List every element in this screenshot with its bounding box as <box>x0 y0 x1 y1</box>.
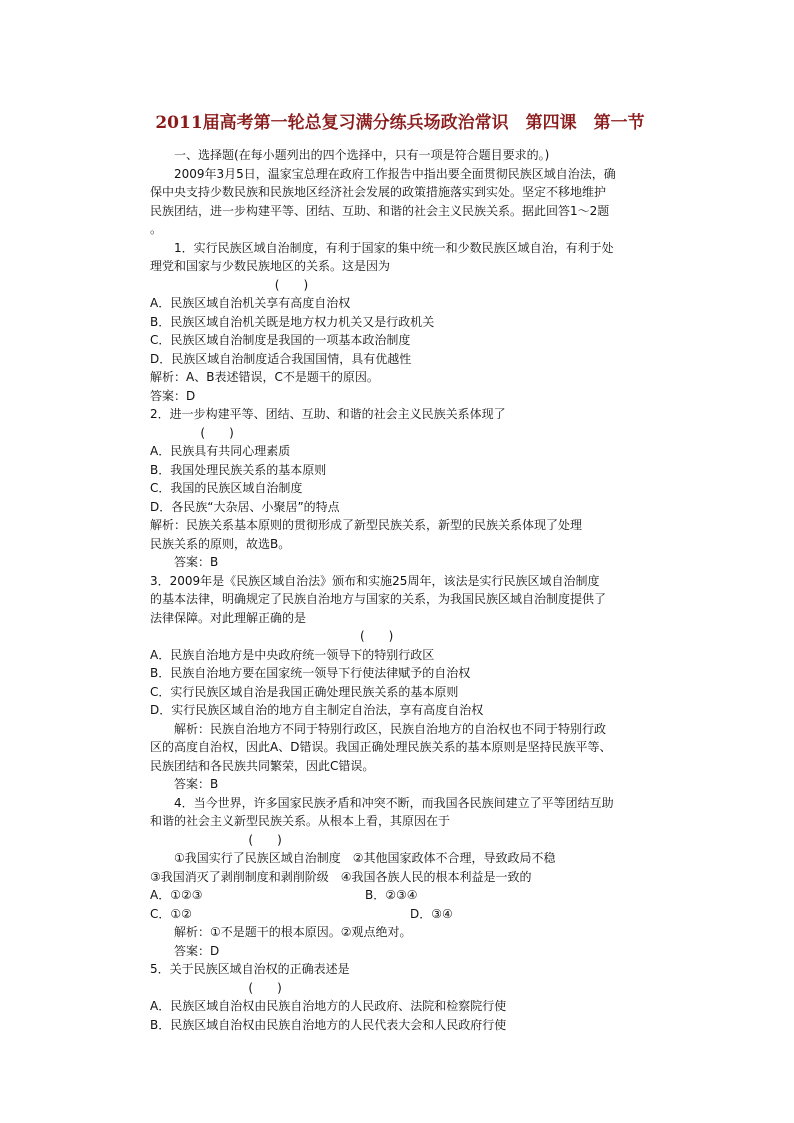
question-4-stem: 4．当今世界，许多国家民族矛盾和冲突不断，而我国各民族间建立了平等团结互助 <box>174 795 614 810</box>
answer: 答案：B <box>174 777 219 791</box>
document-body <box>150 146 650 1034</box>
option: A．民族区域自治权由民族自治地方的人民政府、法院和检察院行使 <box>150 999 507 1013</box>
option: C．我国的民族区域自治制度 <box>150 481 303 495</box>
question-3-stem: 法律保障。对此理解正确的是 <box>150 610 307 625</box>
analysis: 民族团结和各民族共同繁荣，因此C错误。 <box>150 758 375 773</box>
option: B．民族区域自治机关既是地方权力机关又是行政机关 <box>150 314 435 329</box>
option: A．①②③ <box>150 888 203 902</box>
option: C．民族区域自治制度是我国的一项基本政治制度 <box>150 333 411 347</box>
option: B．我国处理民族关系的基本原则 <box>150 462 327 477</box>
option: D．实行民族区域自治的地方自主制定自治法，享有高度自治权 <box>150 703 484 717</box>
analysis: 区的高度自治权，因此A、D错误。我国正确处理民族关系的基本原则是坚持民族平等、 <box>150 740 612 754</box>
answer-blank: ( ) <box>248 980 282 995</box>
option-row <box>150 886 650 905</box>
answer: 答案：B <box>174 555 219 569</box>
option: A．民族区域自治机关享有高度自治权 <box>150 296 351 310</box>
intro-line: 保中央支持少数民族和民族地区经济社会发展的政策措施落实到实处。坚定不移地维护 <box>150 185 607 199</box>
statement-items: ③我国消灭了剥削制度和剥削阶级 ④我国各族人民的根本利益是一致的 <box>150 869 532 884</box>
option: D．各民族“大杂居、小聚居”的特点 <box>150 499 340 514</box>
answer: 答案：D <box>150 388 196 403</box>
question-3-stem: 3．2009年是《民族区域自治法》颁布和实施25周年，该法是实行民族区域自治制度 <box>150 573 600 588</box>
answer-blank: ( ) <box>200 425 234 440</box>
option: A．民族自治地方是中央政府统一领导下的特别行政区 <box>150 647 435 662</box>
document-title: 2011届高考第一轮总复习满分练兵场政治常识 第四课 第一节 <box>155 113 645 133</box>
answer: 答案：D <box>174 943 220 958</box>
analysis: 民族关系的原则，故选B。 <box>150 536 291 551</box>
answer-blank: ( ) <box>248 832 282 847</box>
answer-blank: ( ) <box>360 629 394 643</box>
analysis: 解析：①不是题干的根本原因。②观点绝对。 <box>174 925 412 939</box>
intro-line: 民族团结，进一步构建平等、团结、互助、和谐的社会主义民族关系。据此回答1～2题 <box>150 203 610 218</box>
intro-line: 2009年3月5日，温家宝总理在政府工作报告中指出要全面贯彻民族区域自治法，确 <box>174 166 616 181</box>
analysis: 解析：A、B表述错误，C不是题干的原因。 <box>150 370 379 384</box>
option: C．①② <box>150 906 192 921</box>
section-heading: 一、选择题(在每小题列出的四个选择中，只有一项是符合题目要求的。) <box>174 148 550 162</box>
question-3-stem: 的基本法律，明确规定了民族自治地方与国家的关系，为我国民族区域自治制度提供了 <box>150 592 607 606</box>
question-5-stem: 5．关于民族区域自治权的正确表述是 <box>150 962 350 976</box>
analysis: 解析：民族自治地方不同于特别行政区，民族自治地方的自治权也不同于特别行政 <box>174 721 607 736</box>
question-1-stem: 1．实行民族区域自治制度，有利于国家的集中统一和少数民族区域自治，有利于处 <box>174 240 614 255</box>
option: B．民族自治地方要在国家统一领导下行使法律赋予的自治权 <box>150 666 471 680</box>
question-4-stem: 和谐的社会主义新型民族关系。从根本上看，其原因在于 <box>150 814 451 828</box>
intro-line: 。 <box>150 222 163 236</box>
statement-items: ①我国实行了民族区域自治制度 ②其他国家政体不合理，导致政局不稳 <box>174 851 556 865</box>
answer-blank: ( ) <box>274 277 309 292</box>
option: D．③④ <box>410 906 453 921</box>
option: B．民族区域自治权由民族自治地方的人民代表大会和人民政府行使 <box>150 1017 507 1032</box>
option: B．②③④ <box>365 888 418 902</box>
analysis: 解析：民族关系基本原则的贯彻形成了新型民族关系，新型的民族关系体现了处理 <box>150 518 583 532</box>
option-row <box>150 905 650 924</box>
option: C．实行民族区域自治是我国正确处理民族关系的基本原则 <box>150 684 459 699</box>
option: D．民族区域自治制度适合我国国情，具有优越性 <box>150 351 412 366</box>
question-2-stem: 2．进一步构建平等、团结、互助、和谐的社会主义民族关系体现了 <box>150 407 506 421</box>
option: A．民族具有共同心理素质 <box>150 444 291 458</box>
question-1-stem: 理党和国家与少数民族地区的关系。这是因为 <box>150 259 391 273</box>
